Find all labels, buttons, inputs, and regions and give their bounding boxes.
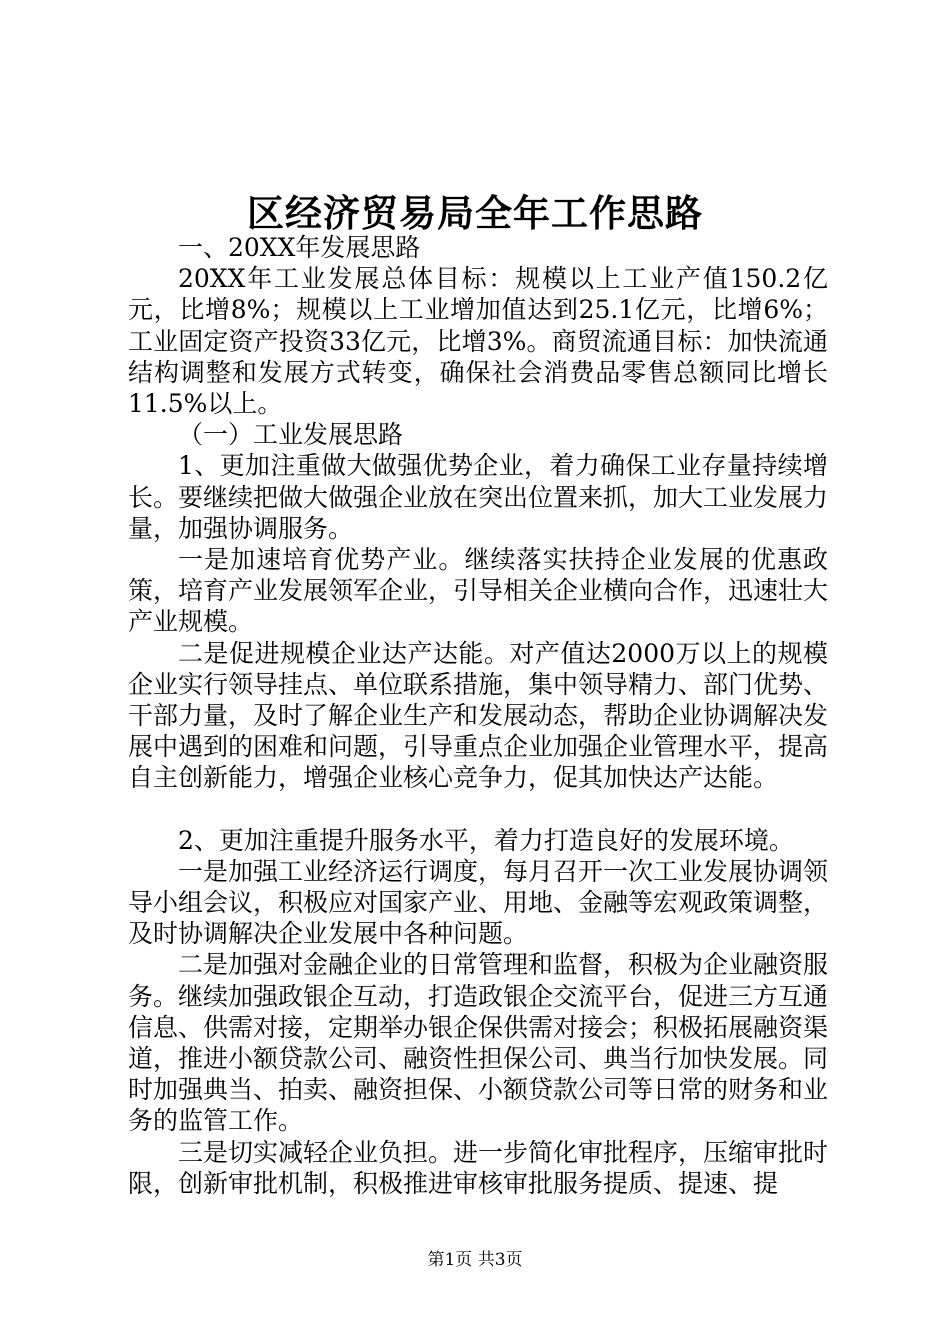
paragraph: 一是加速培育优势产业。继续落实扶持企业发展的优惠政策，培育产业发展领军企业，引导相关企业横向合作，迅速壮大产业规模。	[128, 545, 829, 637]
subsection-heading: （一）工业发展思路	[178, 420, 404, 450]
paragraph: 一是加强工业经济运行调度，每月召开一次工业发展协调领导小组会议，积极应对国家产业、用地、金融等宏观政策调整，及时协调解决企业发展中各种问题。	[128, 856, 829, 949]
document-body	[128, 232, 828, 1199]
paragraph: 二是促进规模企业达产达能。对产值达2000万以上的规模企业实行领导挂点、单位联系措施，集中领导精力、部门优势、干部力量，及时了解企业生产和发展动态，帮助企业协调解决发展中遇到的困难和问题，引导重点企业加强企业管理水平，提高自主创新能力，增强企业核心竞争力，促其加快达产达能。	[128, 638, 829, 793]
paragraph: 1、更加注重做大做强优势企业，着力确保工业存量持续增长。要继续把做大做强企业放在突出位置来抓，加大工业发展力量，加强协调服务。	[128, 451, 829, 543]
paragraph: 20XX年工业发展总体目标：规模以上工业产值150.2亿元，比增8%；规模以上工业增加值达到25.1亿元，比增6%；工业固定资产投资33亿元，比增3%。商贸流通目标：加快流通结构调整和发展方式转变，确保社会消费品零售总额同比增长11.5%以上。	[128, 264, 828, 419]
paragraph: 2、更加注重提升服务水平，着力打造良好的发展环境。	[178, 825, 794, 855]
section-heading: 一、20XX年发展思路	[178, 233, 421, 262]
paragraph: 三是切实减轻企业负担。进一步简化审批程序，压缩审批时限，创新审批机制，积极推进审核审批服务提质、提速、提	[128, 1137, 829, 1198]
page-title: 区经济贸易局全年工作思路	[247, 191, 703, 235]
paragraph: 二是加强对金融企业的日常管理和监督，积极为企业融资服务。继续加强政银企互动，打造政银企交流平台，促进三方互通信息、供需对接，定期举办银企保供需对接会；积极拓展融资渠道，推进小额贷款公司、融资性担保公司、典当行加快发展。同时加强典当、拍卖、融资担保、小额贷款公司等日常的财务和业务的监管工作。	[128, 950, 829, 1136]
page-footer: 第1页 共3页	[427, 1250, 523, 1270]
